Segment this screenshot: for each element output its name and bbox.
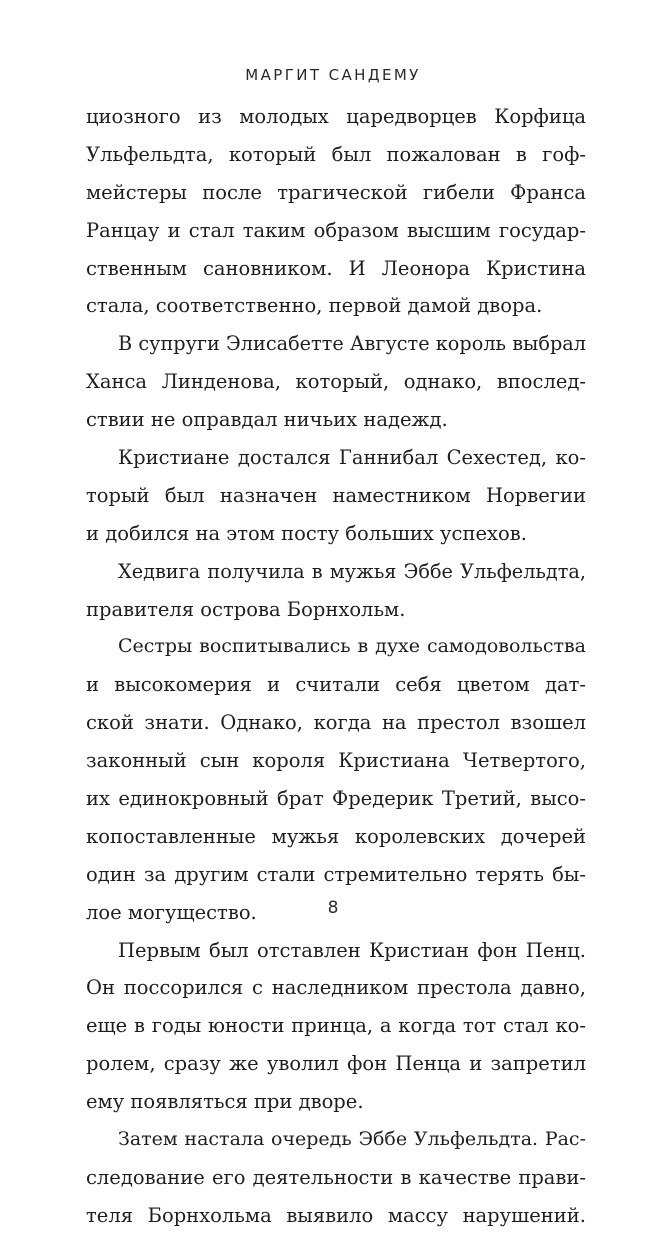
text-line: Хедвига получила в мужья Эббе Ульфельдта,: [118, 559, 586, 583]
text-line: Затем настала очередь Эббе Ульфельдта. Рас-: [118, 1128, 586, 1151]
text-line: Ранцау и стал таким образом высшим государ-: [86, 218, 586, 242]
text-line: ственным сановником. И Леонора Кристина: [86, 256, 586, 280]
text-line: лое могущество.: [86, 900, 257, 924]
text-line: их единокровный брат Фредерик Третий, высо-: [86, 787, 586, 811]
page-number: 8: [327, 898, 339, 918]
text-line: ствии не оправдал ничьих надежд.: [86, 408, 448, 432]
text-line: мейстеры после трагической гибели Франса: [86, 180, 586, 204]
text-line: ской знати. Однако, когда на престол взошел: [86, 711, 586, 735]
text-line: еще в годы юности принца, а когда тот стал ко-: [86, 1014, 586, 1038]
text-line: ему появляться при дворе.: [86, 1090, 364, 1114]
text-line: законный сын короля Кристиана Четвертого,: [86, 749, 586, 773]
text-line: один за другим стали стремительно терять бы-: [86, 862, 586, 886]
text-line: Он поссорился с наследником престола давно,: [86, 976, 586, 1000]
text-line: следование его деятельности в качестве прави-: [86, 1165, 586, 1189]
running-head: МАРГИТ САНДЕМУ: [245, 66, 421, 84]
text-line: Сестры воспитывались в духе самодовольства: [118, 635, 586, 658]
text-line: Кристиане достался Ганнибал Сехестед, ко-: [118, 446, 586, 470]
text-line: Ханса Линденова, который, однако, впослед-: [86, 370, 586, 394]
text-line: торый был назначен наместником Норвегии: [86, 483, 586, 507]
text-line: теля Борнхольма выявило массу нарушений.: [86, 1203, 586, 1227]
text-line: циозного из молодых царедворцев Корфица: [86, 105, 586, 128]
text-line: правителя острова Борнхольм.: [86, 597, 406, 621]
text-line: В супруги Элисабетте Августе король выбрал: [118, 332, 586, 356]
body-text: [86, 98, 586, 1235]
text-line: и высокомерия и считали себя цветом дат-: [86, 673, 586, 697]
text-line: Ульфельдта, который был пожалован в гоф-: [86, 142, 586, 166]
text-line: ролем, сразу же уволил фон Пенца и запретил: [86, 1052, 586, 1076]
text-line: и добился на этом посту больших успехов.: [86, 521, 527, 545]
text-line: копоставленные мужья королевских дочерей: [86, 824, 586, 848]
text-line: Первым был отставлен Кристиан фон Пенц.: [118, 938, 586, 962]
text-line: стала, соответственно, первой дамой двора.: [86, 294, 543, 318]
